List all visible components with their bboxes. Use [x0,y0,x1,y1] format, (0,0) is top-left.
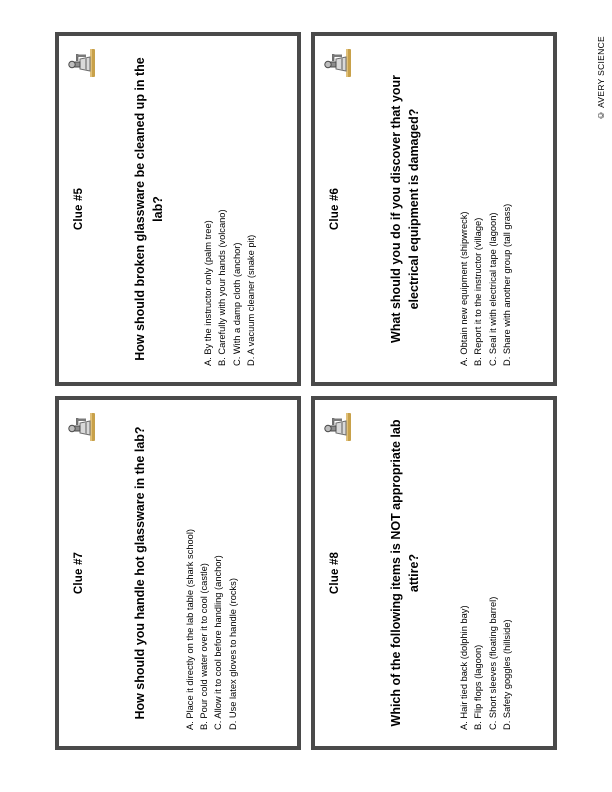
clue-label: Clue #6 [329,187,341,231]
card-question: How should broken glassware be cleaned up in the lab? [133,57,166,361]
card-header [325,412,365,734]
task-card [55,32,301,386]
clue-label: Clue #7 [73,551,85,595]
card-choices [183,412,240,734]
clue-label: Clue #8 [329,551,341,595]
microscope-icon [323,46,353,80]
task-card [311,32,557,386]
choice-c: C. Allow it to cool before handling (anchor) [213,555,224,730]
choice-a: A. Place it directly on the lab table (shark school) [185,528,196,730]
task-card [311,396,557,750]
choice-c: C. With a damp cloth (anchor) [231,242,242,366]
card-header [69,412,109,734]
card-question: Which of the following items is NOT appropriate lab attire? [389,419,422,727]
clue-label: Clue #5 [73,187,85,231]
microscope-icon [67,46,97,80]
copyright-notice: © AVERY SCIENCE [596,36,606,121]
choice-b: B. Pour cold water over it to cool (castle) [199,563,210,730]
task-card [55,396,301,750]
microscope-icon [67,410,97,444]
choice-d: D. A vacuum cleaner (snake pit) [245,234,256,366]
microscope-icon [323,410,353,444]
card-header [69,48,109,370]
choice-d: D. Share with another group (tall grass) [501,203,512,366]
choice-a: A. Obtain new equipment (shipwreck) [459,211,470,366]
choice-a: A. Hair tied back (dolphin bay) [459,605,470,730]
choice-d: D. Safety goggles (hillside) [501,619,512,730]
choice-b: B. Carefully with your hands (volcano) [217,209,228,366]
choice-d: D. Use latex gloves to handle (rocks) [227,578,238,730]
card-question: What should you do if you discover that your electrical equipment is damaged? [389,74,422,344]
choice-c: C. Seal it with electrical tape (lagoon) [487,212,498,366]
choice-b: B. Report it to the instructor (village) [473,217,484,366]
card-header [325,48,365,370]
choice-b: B. Flip flops (lagoon) [473,644,484,730]
choice-a: A. By the instructor only (palm tree) [203,220,214,366]
card-question: How should you handle hot glassware in the lab? [133,426,147,720]
card-sheet [55,32,557,752]
card-choices [457,48,514,370]
card-choices [457,412,514,734]
choice-c: C. Short sleeves (floating barrel) [487,596,498,730]
card-choices [201,48,258,370]
